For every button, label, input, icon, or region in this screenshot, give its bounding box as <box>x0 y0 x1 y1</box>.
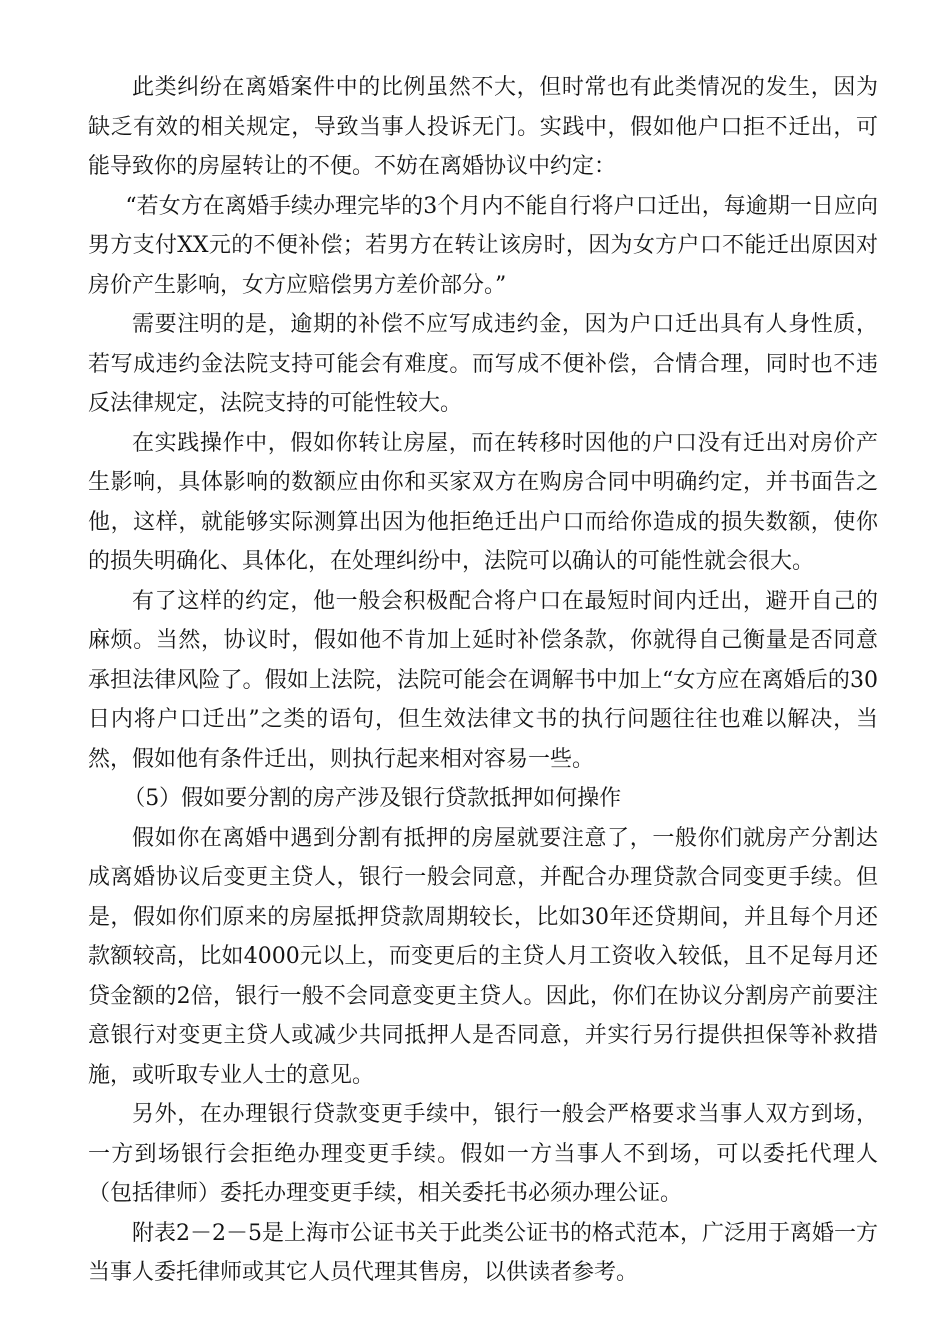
paragraph-mortgage-split: 假如你在离婚中遇到分割有抵押的房屋就要注意了，一般你们就房产分割达成离婚协议后变更主贷人，银行一般会同意，并配合办理贷款合同变更手续。但是，假如你们原来的房屋抵押贷款周期较长，比如30年还贷期间，并且每个月还款额较高，比如4000元以上，而变更后的主贷人月工资收入较低，且不足每月还贷金额的2倍，银行一般不会同意变更主贷人。因此，你们在协议分割房产前要注意银行对变更主贷人或减少共同抵押人是否同意，并实行另行提供担保等补救措施，或听取专业人士的意见。 <box>88 825 878 1088</box>
paragraph-compensation-note: 需要注明的是，逾期的补偿不应写成违约金，因为户口迁出具有人身性质，若写成违约金法院支持可能会有难度。而写成不便补偿，合情合理，同时也不违反法律规定，法院支持的可能性较大。 <box>88 312 878 416</box>
document-body <box>88 68 878 1293</box>
paragraph-practice-operation: 在实践操作中，假如你转让房屋，而在转移时因他的户口没有迁出对房价产生影响，具体影响的数额应由你和买家双方在购房合同中明确约定，并书面告之他，这样，就能够实际测算出因为他拒绝迁出户口而给你造成的损失数额，使你的损失明确化、具体化，在处理纠纷中，法院可以确认的可能性就会很大。 <box>88 430 878 574</box>
paragraph-household-dispute: 此类纠纷在离婚案件中的比例虽然不大，但时常也有此类情况的发生，因为缺乏有效的相关规定，导致当事人投诉无门。实践中，假如他户口拒不迁出，可能导致你的房屋转让的不便。不妨在离婚协议中约定： <box>88 75 878 179</box>
paragraph-agreement-clause-quote: “若女方在离婚手续办理完毕的3个月内不能自行将户口迁出，每逾期一日应向男方支付XX元的不便补偿；若男方在转让该房时，因为女方户口不能迁出原因对房价产生影响，女方应赔偿男方差价部分。” <box>88 193 878 298</box>
paragraph-agreement-effect: 有了这样的约定，他一般会积极配合将户口在最短时间内迁出，避开自己的麻烦。当然，协议时，假如他不肯加上延时补偿条款，你就得自己衡量是否同意承担法律风险了。假如上法院，法院可能会在调解书中加上“女方应在离婚后的30日内将户口迁出”之类的语句，但生效法律文书的执行问题往往也难以解决，当然，假如他有条件迁出，则执行起来相对容易一些。 <box>88 588 878 772</box>
paragraph-bank-procedure: 另外，在办理银行贷款变更手续中，银行一般会严格要求当事人双方到场，一方到场银行会拒绝办理变更手续。假如一方当事人不到场，可以委托代理人（包括律师）委托办理变更手续，相关委托书必须办理公证。 <box>88 1102 878 1206</box>
paragraph-appendix-reference: 附表2－2－5是上海市公证书关于此类公证书的格式范本，广泛用于离婚一方当事人委托律师或其它人员代理其售房，以供读者参考。 <box>88 1220 878 1285</box>
section-heading-mortgage: （5）假如要分割的房产涉及银行贷款抵押如何操作 <box>123 786 622 811</box>
